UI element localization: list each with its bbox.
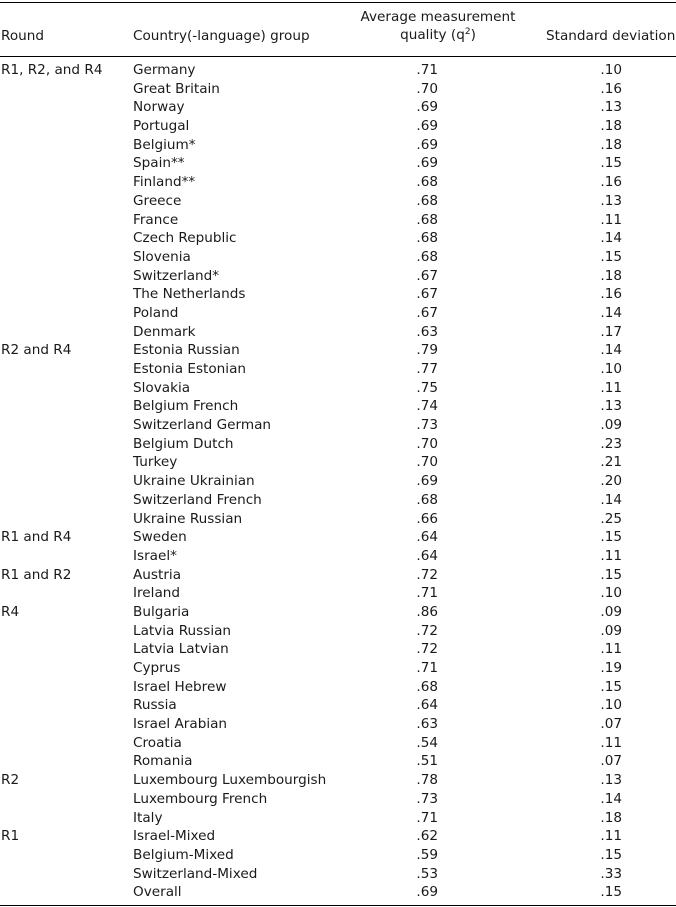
average-quality-cell: .70 bbox=[416, 454, 438, 471]
table-row bbox=[0, 771, 676, 790]
average-quality-cell: .86 bbox=[416, 603, 438, 620]
standard-deviation-cell: .14 bbox=[600, 342, 622, 359]
table-row bbox=[0, 98, 676, 117]
table-row bbox=[0, 285, 676, 304]
country-cell: Germany bbox=[133, 62, 196, 78]
country-cell: Slovakia bbox=[133, 379, 191, 396]
round-cell: R4 bbox=[1, 603, 20, 620]
table-row bbox=[0, 491, 676, 510]
country-cell: Switzerland German bbox=[133, 417, 272, 434]
standard-deviation-cell: .10 bbox=[600, 585, 622, 602]
country-cell: Spain** bbox=[133, 155, 185, 172]
standard-deviation-cell: .19 bbox=[600, 660, 622, 676]
average-quality-cell: .63 bbox=[416, 716, 438, 733]
table-row bbox=[0, 696, 676, 715]
table-row bbox=[0, 154, 676, 173]
table-row bbox=[0, 248, 676, 267]
country-cell: Latvia Russian bbox=[133, 622, 232, 639]
table-top-rule bbox=[0, 2, 676, 3]
average-quality-cell: .59 bbox=[416, 846, 438, 863]
average-quality-cell: .71 bbox=[416, 809, 438, 826]
country-cell: Luxembourg French bbox=[133, 790, 268, 807]
average-quality-cell: .72 bbox=[416, 641, 438, 658]
average-quality-cell: .69 bbox=[416, 118, 438, 135]
table-row bbox=[0, 472, 676, 491]
country-cell: Denmark bbox=[133, 323, 196, 340]
standard-deviation-cell: .10 bbox=[600, 62, 622, 78]
table-row bbox=[0, 715, 676, 734]
average-quality-cell: .71 bbox=[416, 585, 438, 602]
table-row bbox=[0, 846, 676, 865]
table-row bbox=[0, 790, 676, 809]
average-quality-cell: .64 bbox=[416, 697, 438, 714]
average-quality-cell: .70 bbox=[416, 435, 438, 452]
average-quality-cell: .78 bbox=[416, 772, 438, 789]
table-row bbox=[0, 211, 676, 230]
table-row bbox=[0, 678, 676, 697]
average-quality-cell: .71 bbox=[416, 62, 438, 78]
country-cell: Finland** bbox=[133, 174, 196, 191]
standard-deviation-cell: .11 bbox=[600, 547, 622, 564]
country-cell: Israel* bbox=[133, 547, 177, 564]
country-cell: Israel Hebrew bbox=[133, 678, 227, 695]
average-quality-cell: .73 bbox=[416, 790, 438, 807]
standard-deviation-cell: .09 bbox=[600, 603, 622, 620]
country-cell: Switzerland-Mixed bbox=[133, 865, 258, 882]
country-cell: Austria bbox=[133, 566, 182, 583]
table-bottom-rule bbox=[0, 905, 676, 906]
country-cell: Greece bbox=[133, 192, 182, 209]
table-row bbox=[0, 809, 676, 828]
country-cell: The Netherlands bbox=[133, 286, 246, 303]
table-row bbox=[0, 267, 676, 286]
standard-deviation-cell: .10 bbox=[600, 697, 622, 714]
avg-header-line2-post: ) bbox=[470, 27, 476, 43]
column-header-average-quality bbox=[338, 8, 538, 44]
country-cell: Great Britain bbox=[133, 80, 220, 97]
table-row bbox=[0, 397, 676, 416]
standard-deviation-cell: .18 bbox=[600, 118, 622, 135]
average-quality-cell: .73 bbox=[416, 417, 438, 434]
country-cell: Estonia Russian bbox=[133, 342, 240, 359]
standard-deviation-cell: .16 bbox=[600, 80, 622, 97]
standard-deviation-cell: .11 bbox=[600, 379, 622, 396]
average-quality-cell: .68 bbox=[416, 230, 438, 247]
standard-deviation-cell: .13 bbox=[600, 398, 622, 415]
country-cell: Ukraine Russian bbox=[133, 510, 243, 527]
standard-deviation-cell: .09 bbox=[600, 622, 622, 639]
country-cell: Turkey bbox=[133, 454, 178, 471]
standard-deviation-cell: .10 bbox=[600, 361, 622, 377]
standard-deviation-cell: .16 bbox=[600, 174, 622, 191]
standard-deviation-cell: .14 bbox=[600, 230, 622, 247]
avg-header-line2-pre: quality (q bbox=[400, 27, 465, 43]
country-cell: Overall bbox=[133, 884, 182, 901]
standard-deviation-cell: .15 bbox=[600, 884, 622, 901]
table-row bbox=[0, 341, 676, 360]
header-rule bbox=[0, 56, 676, 57]
country-cell: Ireland bbox=[133, 585, 181, 602]
country-cell: Cyprus bbox=[133, 660, 181, 676]
country-cell: Romania bbox=[133, 753, 193, 770]
standard-deviation-cell: .07 bbox=[600, 753, 622, 770]
country-cell: Sweden bbox=[133, 529, 187, 546]
country-cell: Belgium Dutch bbox=[133, 435, 234, 452]
average-quality-cell: .77 bbox=[416, 361, 438, 377]
standard-deviation-cell: .25 bbox=[600, 510, 622, 527]
standard-deviation-cell: .14 bbox=[600, 304, 622, 321]
table-row bbox=[0, 827, 676, 846]
standard-deviation-cell: .09 bbox=[600, 417, 622, 434]
table-row bbox=[0, 379, 676, 398]
standard-deviation-cell: .21 bbox=[600, 454, 622, 471]
round-cell: R1 and R2 bbox=[1, 566, 72, 583]
standard-deviation-cell: .23 bbox=[600, 435, 622, 452]
standard-deviation-cell: .15 bbox=[600, 678, 622, 695]
table-row bbox=[0, 117, 676, 136]
country-cell: Latvia Latvian bbox=[133, 641, 229, 658]
standard-deviation-cell: .15 bbox=[600, 248, 622, 265]
country-cell: Italy bbox=[133, 809, 163, 826]
table-row bbox=[0, 528, 676, 547]
country-cell: Belgium French bbox=[133, 398, 239, 415]
table-row bbox=[0, 304, 676, 323]
standard-deviation-cell: .13 bbox=[600, 772, 622, 789]
average-quality-cell: .67 bbox=[416, 304, 438, 321]
table-row bbox=[0, 622, 676, 641]
table-row bbox=[0, 865, 676, 884]
round-cell: R2 and R4 bbox=[1, 342, 72, 359]
country-cell: Switzerland* bbox=[133, 267, 220, 284]
average-quality-cell: .69 bbox=[416, 473, 438, 490]
country-cell: Poland bbox=[133, 304, 179, 321]
column-header-round: Round bbox=[1, 28, 45, 44]
average-quality-cell: .70 bbox=[416, 80, 438, 97]
standard-deviation-cell: .13 bbox=[600, 192, 622, 209]
country-cell: Portugal bbox=[133, 118, 190, 135]
table-row bbox=[0, 323, 676, 342]
table-row bbox=[0, 173, 676, 192]
average-quality-cell: .68 bbox=[416, 174, 438, 191]
table-row bbox=[0, 80, 676, 99]
average-quality-cell: .71 bbox=[416, 660, 438, 676]
standard-deviation-cell: .15 bbox=[600, 846, 622, 863]
standard-deviation-cell: .16 bbox=[600, 286, 622, 303]
table-row bbox=[0, 734, 676, 753]
country-cell: Luxembourg Luxembourgish bbox=[133, 772, 327, 789]
country-cell: Belgium* bbox=[133, 136, 196, 153]
standard-deviation-cell: .15 bbox=[600, 529, 622, 546]
table-row bbox=[0, 584, 676, 603]
table-row bbox=[0, 752, 676, 771]
table-row bbox=[0, 547, 676, 566]
country-cell: Russia bbox=[133, 697, 177, 714]
standard-deviation-cell: .14 bbox=[600, 790, 622, 807]
table-body bbox=[0, 61, 676, 902]
table-row bbox=[0, 640, 676, 659]
standard-deviation-cell: .11 bbox=[600, 211, 622, 228]
country-cell: Ukraine Ukrainian bbox=[133, 473, 255, 490]
column-header-standard-deviation: Standard deviation bbox=[546, 28, 676, 44]
average-quality-cell: .72 bbox=[416, 566, 438, 583]
standard-deviation-cell: .11 bbox=[600, 828, 622, 845]
table-row bbox=[0, 416, 676, 435]
average-quality-cell: .66 bbox=[416, 510, 438, 527]
country-cell: Estonia Estonian bbox=[133, 361, 247, 377]
average-quality-cell: .54 bbox=[416, 734, 438, 751]
average-quality-cell: .51 bbox=[416, 753, 438, 770]
table-row bbox=[0, 453, 676, 472]
country-cell: Israel-Mixed bbox=[133, 828, 216, 845]
standard-deviation-cell: .14 bbox=[600, 491, 622, 508]
country-cell: Norway bbox=[133, 99, 185, 116]
country-cell: France bbox=[133, 211, 179, 228]
standard-deviation-cell: .18 bbox=[600, 809, 622, 826]
average-quality-cell: .72 bbox=[416, 622, 438, 639]
standard-deviation-cell: .33 bbox=[600, 865, 622, 882]
standard-deviation-cell: .11 bbox=[600, 641, 622, 658]
round-cell: R1 bbox=[1, 828, 20, 845]
table-row bbox=[0, 229, 676, 248]
table-row bbox=[0, 61, 676, 80]
table-row bbox=[0, 510, 676, 529]
table-row bbox=[0, 360, 676, 379]
average-quality-cell: .62 bbox=[416, 828, 438, 845]
table-row bbox=[0, 136, 676, 155]
standard-deviation-cell: .17 bbox=[600, 323, 622, 340]
country-cell: Czech Republic bbox=[133, 230, 237, 247]
average-quality-cell: .68 bbox=[416, 211, 438, 228]
average-quality-cell: .74 bbox=[416, 398, 438, 415]
average-quality-cell: .68 bbox=[416, 678, 438, 695]
avg-header-superscript: 2 bbox=[464, 27, 471, 37]
round-cell: R2 bbox=[1, 772, 20, 789]
country-cell: Belgium-Mixed bbox=[133, 846, 234, 863]
average-quality-cell: .64 bbox=[416, 547, 438, 564]
table-row bbox=[0, 603, 676, 622]
standard-deviation-cell: .11 bbox=[600, 734, 622, 751]
standard-deviation-cell: .20 bbox=[600, 473, 622, 490]
average-quality-cell: .68 bbox=[416, 192, 438, 209]
average-quality-cell: .69 bbox=[416, 884, 438, 901]
average-quality-cell: .79 bbox=[416, 342, 438, 359]
average-quality-cell: .68 bbox=[416, 491, 438, 508]
average-quality-cell: .67 bbox=[416, 267, 438, 284]
table-row bbox=[0, 659, 676, 678]
standard-deviation-cell: .15 bbox=[600, 155, 622, 172]
average-quality-cell: .75 bbox=[416, 379, 438, 396]
average-quality-cell: .69 bbox=[416, 155, 438, 172]
standard-deviation-cell: .18 bbox=[600, 136, 622, 153]
country-cell: Slovenia bbox=[133, 248, 191, 265]
average-quality-cell: .68 bbox=[416, 248, 438, 265]
table-row bbox=[0, 435, 676, 454]
country-cell: Bulgaria bbox=[133, 603, 190, 620]
column-header-country: Country(-language) group bbox=[133, 28, 310, 44]
average-quality-cell: .69 bbox=[416, 136, 438, 153]
round-cell: R1, R2, and R4 bbox=[1, 62, 103, 78]
table-row bbox=[0, 566, 676, 585]
country-cell: Croatia bbox=[133, 734, 182, 751]
standard-deviation-cell: .18 bbox=[600, 267, 622, 284]
country-cell: Switzerland French bbox=[133, 491, 262, 508]
average-quality-cell: .69 bbox=[416, 99, 438, 116]
avg-header-line1: Average measurement bbox=[360, 9, 516, 25]
average-quality-cell: .64 bbox=[416, 529, 438, 546]
standard-deviation-cell: .15 bbox=[600, 566, 622, 583]
average-quality-cell: .67 bbox=[416, 286, 438, 303]
table-row bbox=[0, 192, 676, 211]
standard-deviation-cell: .07 bbox=[600, 716, 622, 733]
standard-deviation-cell: .13 bbox=[600, 99, 622, 116]
average-quality-cell: .63 bbox=[416, 323, 438, 340]
average-quality-cell: .53 bbox=[416, 865, 438, 882]
table-row bbox=[0, 883, 676, 902]
round-cell: R1 and R4 bbox=[1, 529, 72, 546]
country-cell: Israel Arabian bbox=[133, 716, 228, 733]
